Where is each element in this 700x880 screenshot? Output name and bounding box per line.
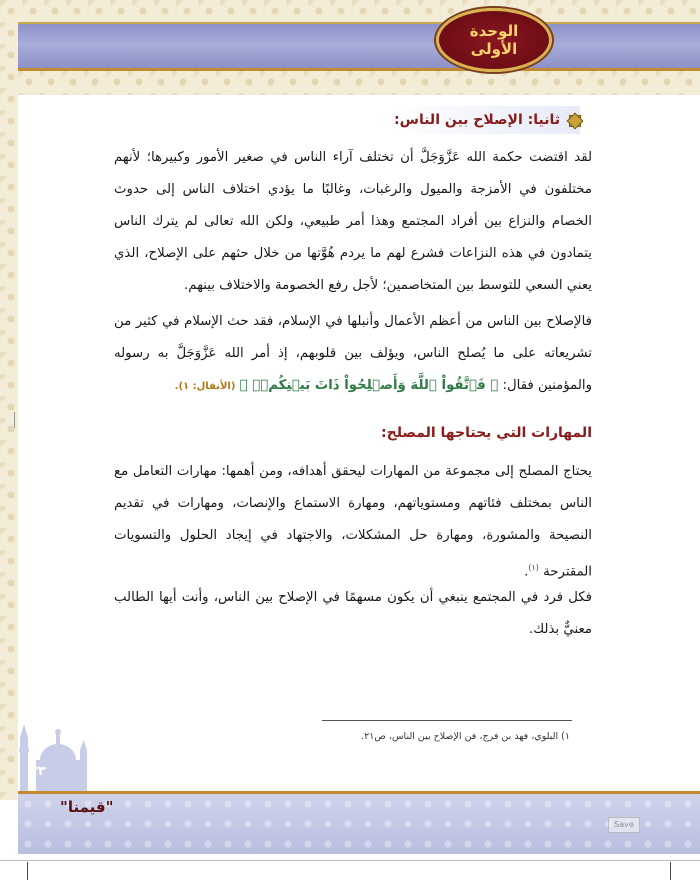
crop-line [0, 860, 700, 861]
crop-mark-right [670, 862, 671, 880]
paragraph-4: فكل فرد في المجتمع ينبغي أن يكون مسهمًا في الإصلاح بين الناس، وأنت أيها الطالب معنيٌّ بذلك. [114, 590, 592, 637]
section-heading-text: ثانيا: الإصلاح بين الناس: [394, 112, 560, 128]
verse-reference: (الأنفال: ١). [174, 381, 236, 392]
save-button[interactable]: Save [608, 817, 640, 833]
unit-badge [436, 8, 552, 72]
page-bottom-margin [0, 854, 700, 880]
paragraph-1: لقد اقتضت حكمة الله عَزَّوَجَلَّ أن تختلف آراء الناس في صغير الأمور وكبيرها؛ لأنهم مختلفون في الأمزجة والميول والرغبات، وغالبًا ما يؤدي اختلاف الناس إلى حدوث الخصام والنزاع بين أفراد المجتمع وهذا أمر طبيعي، ولكن الله تعالى لم يترك الناس يتمادون في هذه النزاعات فشرع لهم ما يردم هُوَّتها من خلال حثهم على الإصلاح، الذي يعني السعي للتوسط بين المتخاصمين؛ لأجل رفع الخصومة والاختلاف بينهم. [114, 150, 592, 293]
paragraph-3-end: . [524, 564, 529, 580]
series-logo: "قيمنا" [60, 798, 114, 816]
footnote: ١) البلوي، فهد بن فرج، فن الإصلاح بين الناس، ص٢١. [361, 731, 570, 742]
paragraph-3-text: يحتاج المصلح إلى مجموعة من المهارات ليحقق أهدافه، ومن أهمها: مهارات التعامل مع الناس بمختلف فئاتهم ومستوياتهم، ومهارة الاستماع والإنصات، ومهارات في تقديم النصيحة والمشورة، ومهارة حل المشكلات، والاجتهاد في إيجاد الحلول والتسويات المقترحة [114, 464, 592, 580]
footnote-marker: (١) [528, 563, 539, 572]
paragraph-2 [114, 306, 592, 403]
header-ornament-bottom [18, 71, 700, 95]
section-heading-reconciliation [394, 112, 582, 128]
unit-badge-line1: الوحدة [469, 22, 519, 40]
mosque-silhouette-icon [14, 720, 94, 792]
left-ornament-strip [0, 0, 18, 800]
unit-badge-line2: الأولى [470, 40, 518, 58]
crop-mark-left [27, 862, 28, 880]
paragraph-2-text: فالإصلاح بين الناس من أعظم الأعمال وأنبلها في الإسلام، فقد حث الإسلام في كثير من تشريعاته على ما يُصلح الناس، ويؤلف بين قلوبهم، إذ أمر الله عَزَّوَجَلَّ به رسوله والمؤمنين فقال: [114, 314, 592, 393]
section-heading-skills [381, 425, 592, 441]
quran-verse: ﴿ فَٱتَّقُواْ ٱللَّهَ وَأَصۡلِحُواْ ذَاتَ بَيۡنِكُمۡۖ ﴾ [239, 378, 499, 393]
page-number: ٣٣ [30, 764, 46, 779]
footnote-divider [322, 720, 572, 721]
section-heading-text: المهارات التي يحتاجها المصلح: [381, 425, 592, 441]
header-ornament-top [0, 0, 700, 22]
header-band [18, 22, 700, 70]
margin-mark [14, 412, 15, 428]
footer-ornament [18, 794, 700, 854]
ornament-star-icon [566, 112, 582, 128]
paragraph-3 [114, 456, 592, 588]
